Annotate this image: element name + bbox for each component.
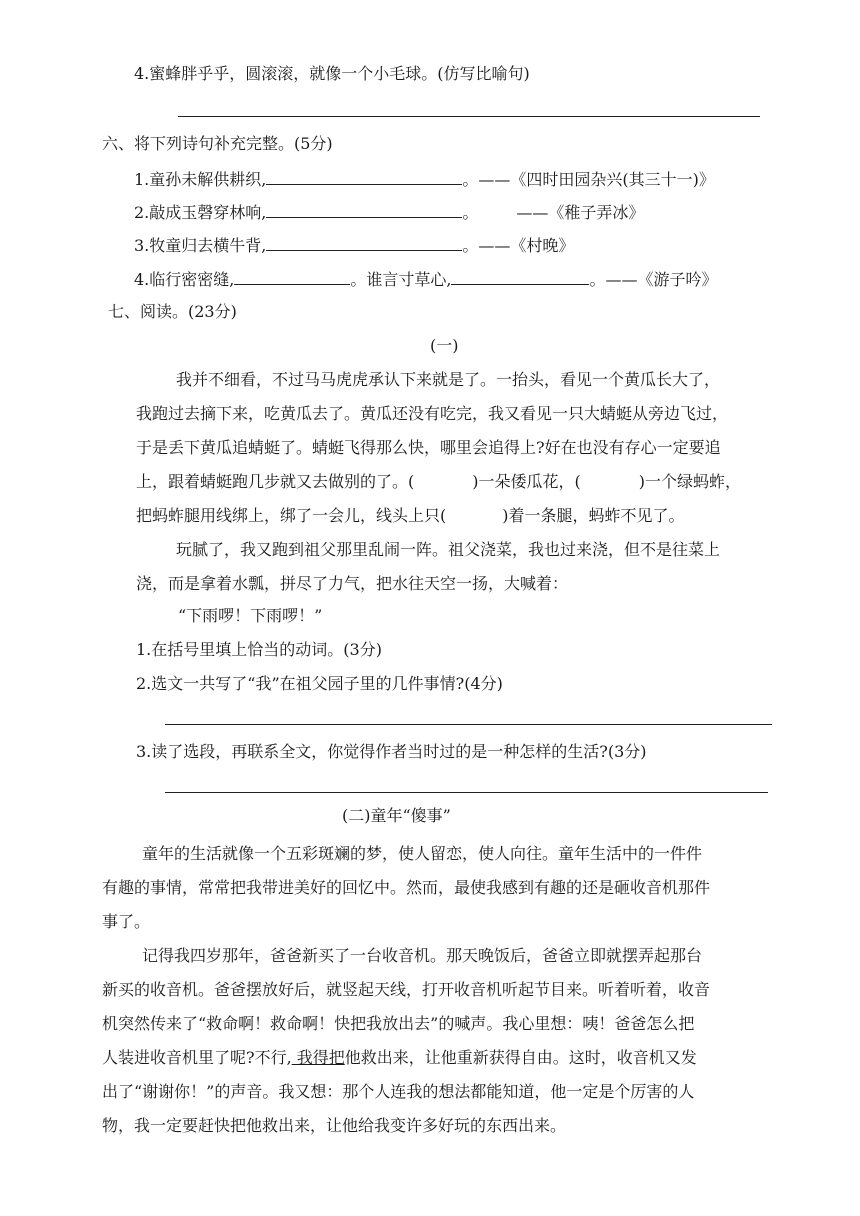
fill-blank[interactable] <box>266 168 462 185</box>
poem-source: 。——《村晚》 <box>462 236 575 255</box>
passage-line: 记得我四岁那年，爸爸新买了一台收音机。那天晚饭后，爸爸立即就摆弄起那台 <box>142 946 703 965</box>
passage-line: 新买的收音机。爸爸摆放好后，就竖起天线，打开收音机听起节目来。听着听着，收音 <box>102 980 711 999</box>
passage-line: 童年的生活就像一个五彩斑斓的梦，使人留恋，使人向往。童年生活中的一件件 <box>142 844 703 863</box>
passage-line: 事了。 <box>102 912 151 931</box>
section-heading: 六、将下列诗句补充完整。(5分) <box>102 134 333 153</box>
passage-line <box>136 506 685 526</box>
answer-line[interactable] <box>165 792 768 793</box>
passage-line: 于是丢下黄瓜追蜻蜓了。蜻蜓飞得那么快，哪里会追得上?好在也没有存心一定要追 <box>136 438 721 457</box>
section-heading: 七、阅读。(23分) <box>108 302 237 321</box>
underlined-phrase: 我得把 <box>291 1048 345 1067</box>
answer-line[interactable] <box>178 116 760 117</box>
passage-line <box>102 1048 697 1068</box>
poem-line-1 <box>134 168 715 190</box>
answer-line[interactable] <box>165 724 772 725</box>
poem-text: 2.敲成玉磬穿林响, <box>134 203 267 222</box>
passage-text: 人装进收音机里了呢?不行, <box>102 1048 292 1067</box>
passage-text: )一个绿蚂蚱， <box>638 472 741 491</box>
poem-text: 1.童孙未解供耕织, <box>134 170 267 189</box>
passage-title: (一) <box>430 336 459 355</box>
poem-line-2 <box>134 201 644 223</box>
fill-blank[interactable] <box>266 234 462 251</box>
passage-line: 机突然传来了“救命啊！救命啊！快把我放出去”的喊声。我心里想：咦！爸爸怎么把 <box>102 1014 695 1033</box>
question-text: 4.蜜蜂胖乎乎，圆滚滚，就像一个小毛球。(仿写比喻句) <box>134 64 530 83</box>
poem-source: 。——《游子吟》 <box>589 270 718 289</box>
poem-text-end: 。 <box>462 203 479 222</box>
passage-text: 上，跟着蜻蜓跑几步就又去做别的了。( <box>136 472 415 491</box>
passage-text: )一朵倭瓜花，( <box>472 472 581 491</box>
poem-line-3 <box>134 234 574 256</box>
passage-line: “下雨啰！下雨啰！” <box>178 606 323 625</box>
passage-title: (二)童年“傻事” <box>342 806 451 825</box>
fill-blank[interactable] <box>266 201 462 218</box>
passage-text: 他救出来，让他重新获得自由。这时，收音机又发 <box>344 1048 697 1067</box>
fill-blank[interactable] <box>451 268 589 285</box>
passage-line: 我跑过去摘下来，吃黄瓜去了。黄瓜还没有吃完，我又看见一只大蜻蜓从旁边飞过， <box>136 404 729 423</box>
poem-text: 4.临行密密缝, <box>134 270 235 289</box>
passage-line: 有趣的事情，常常把我带进美好的回忆中。然而，最使我感到有趣的还是砸收音机那件 <box>102 878 711 897</box>
passage-line: 物，我一定要赶快把他救出来，让他给我变许多好玩的东西出来。 <box>102 1116 567 1135</box>
question-text: 3.读了选段，再联系全文，你觉得作者当时过的是一种怎样的生活?(3分) <box>136 742 647 761</box>
passage-line: 我并不细看，不过马马虎虎承认下来就是了。一抬头，看见一个黄瓜长大了， <box>176 370 721 389</box>
poem-source: ——《稚子弄冰》 <box>516 203 645 222</box>
passage-line: 浇，而是拿着水瓢，拼尽了力气，把水往天空一扬，大喊着： <box>136 574 569 593</box>
fill-blank[interactable] <box>234 268 350 285</box>
poem-source: 。——《四时田园杂兴(其三十一)》 <box>462 170 715 189</box>
question-text: 2.选文一共写了“我”在祖父园子里的几件事情?(4分) <box>136 674 503 693</box>
question-text: 1.在括号里填上恰当的动词。(3分) <box>136 640 382 659</box>
passage-line: 出了“谢谢你！”的声音。我又想：那个人连我的想法都能知道，他一定是个厉害的人 <box>102 1082 695 1101</box>
passage-line <box>136 472 741 492</box>
passage-text: 把蚂蚱腿用线绑上，绑了一会儿，线头上只( <box>136 506 447 525</box>
passage-text: )着一条腿，蚂蚱不见了。 <box>502 506 685 525</box>
poem-line-4 <box>134 268 717 290</box>
poem-text: 3.牧童归去横牛背, <box>134 236 267 255</box>
passage-line: 玩腻了，我又跑到祖父那里乱闹一阵。祖父浇菜，我也过来浇，但不是往菜上 <box>176 540 721 559</box>
poem-text: 。谁言寸草心, <box>350 270 452 289</box>
